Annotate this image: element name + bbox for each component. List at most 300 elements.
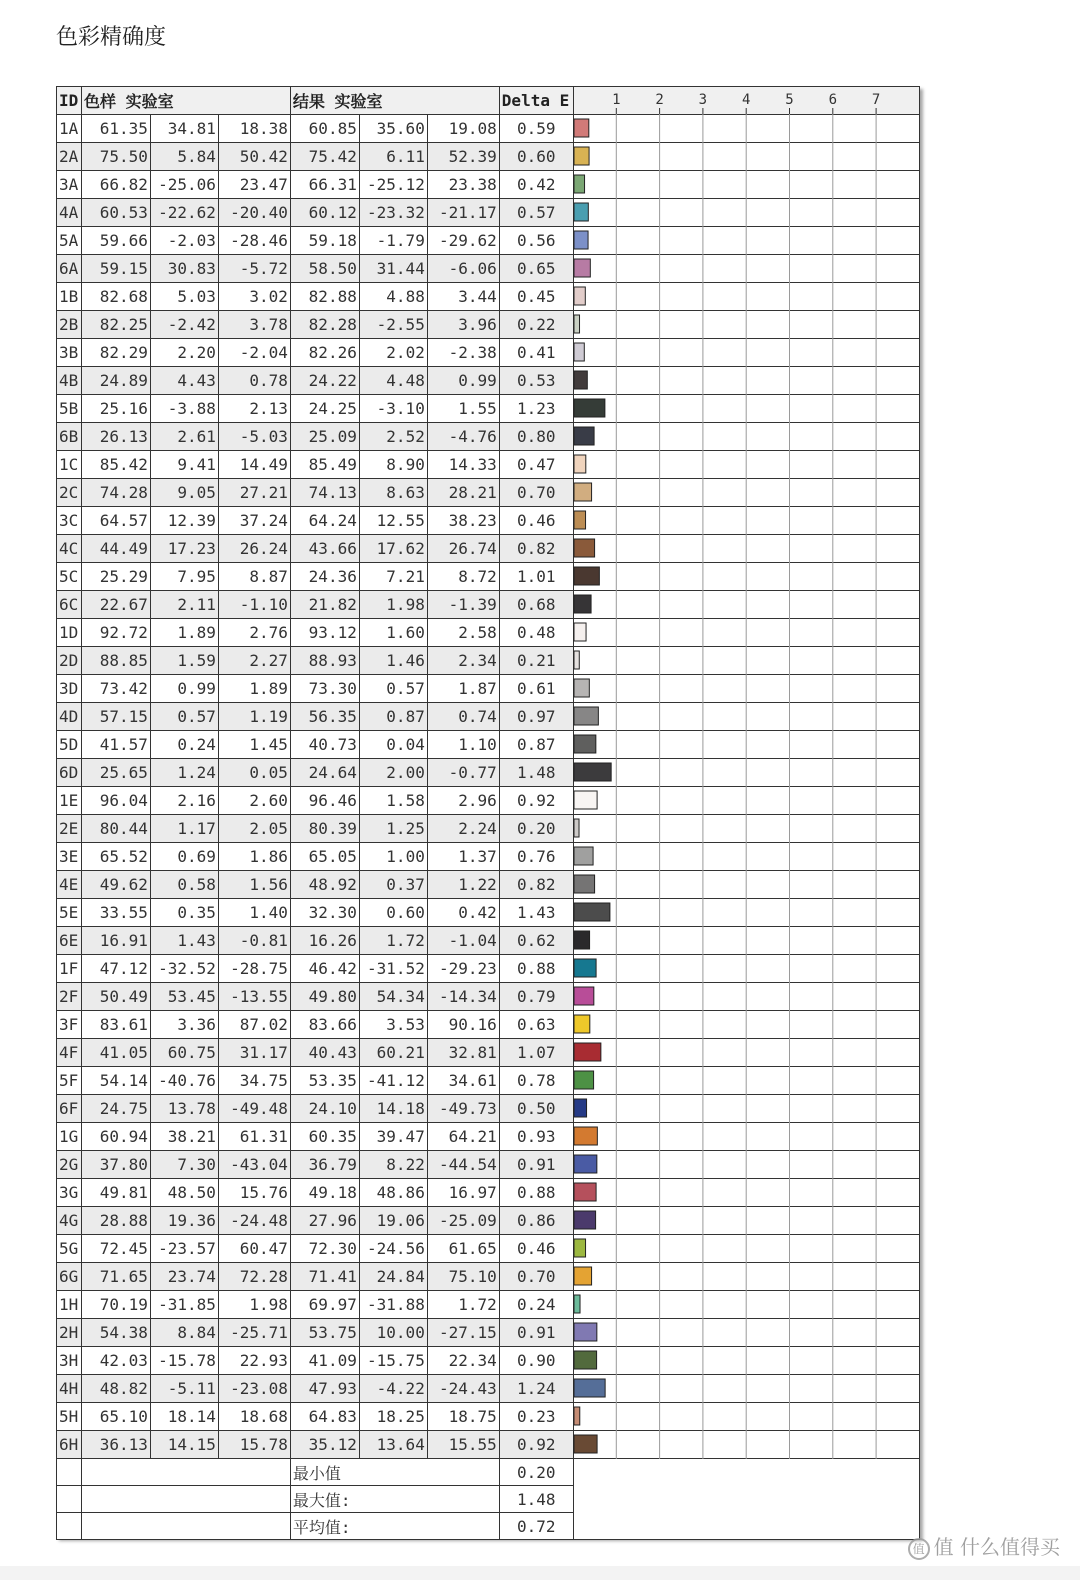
header-reference-lab: 色样 实验室 [81, 87, 290, 115]
reference-lab-value: 1.89 [218, 675, 290, 703]
reference-lab-value: 33.55 [81, 899, 150, 927]
row-id: 3B [57, 339, 82, 367]
reference-lab-value: 59.15 [81, 255, 150, 283]
reference-lab-value: 3.02 [218, 283, 290, 311]
result-lab-value: 26.74 [427, 535, 499, 563]
summary-empty [81, 1459, 290, 1486]
result-lab-value: 1.25 [359, 815, 427, 843]
reference-lab-value: 1.17 [150, 815, 218, 843]
delta-e-bar [574, 679, 589, 697]
result-lab-value: 0.87 [359, 703, 427, 731]
delta-e-bar [574, 147, 589, 165]
result-lab-value: 64.24 [290, 507, 359, 535]
reference-lab-value: 24.89 [81, 367, 150, 395]
result-lab-value: 12.55 [359, 507, 427, 535]
summary-value: 0.72 [499, 1513, 573, 1540]
delta-e-bar [574, 511, 586, 529]
reference-lab-value: 30.83 [150, 255, 218, 283]
result-lab-value: 27.96 [290, 1207, 359, 1235]
delta-e-bar [574, 1155, 597, 1173]
delta-e-bar [574, 1127, 597, 1145]
delta-e-bar [574, 455, 586, 473]
delta-e-bar [574, 427, 594, 445]
delta-e-value: 0.50 [499, 1095, 573, 1123]
result-lab-value: -3.10 [359, 395, 427, 423]
delta-e-value: 1.43 [499, 899, 573, 927]
result-lab-value: 54.34 [359, 983, 427, 1011]
reference-lab-value: 37.24 [218, 507, 290, 535]
result-lab-value: 16.97 [427, 1179, 499, 1207]
reference-lab-value: 8.84 [150, 1319, 218, 1347]
result-lab-value: -31.88 [359, 1291, 427, 1319]
row-id: 1B [57, 283, 82, 311]
delta-e-value: 0.92 [499, 1431, 573, 1459]
delta-e-value: 0.68 [499, 591, 573, 619]
result-lab-value: 1.46 [359, 647, 427, 675]
reference-lab-value: 28.88 [81, 1207, 150, 1235]
row-id: 2E [57, 815, 82, 843]
delta-e-bar [574, 1295, 580, 1313]
reference-lab-value: -43.04 [218, 1151, 290, 1179]
result-lab-value: 43.66 [290, 535, 359, 563]
result-lab-value: -23.32 [359, 199, 427, 227]
reference-lab-value: 0.69 [150, 843, 218, 871]
delta-e-bar [574, 847, 593, 865]
reference-lab-value: 17.23 [150, 535, 218, 563]
summary-empty-id [57, 1486, 82, 1513]
row-id: 2H [57, 1319, 82, 1347]
result-lab-value: 61.65 [427, 1235, 499, 1263]
reference-lab-value: 50.49 [81, 983, 150, 1011]
delta-e-value: 0.78 [499, 1067, 573, 1095]
delta-e-bar [574, 259, 590, 277]
result-lab-value: 1.98 [359, 591, 427, 619]
reference-lab-value: -31.85 [150, 1291, 218, 1319]
result-lab-value: 39.47 [359, 1123, 427, 1151]
row-id: 5H [57, 1403, 82, 1431]
reference-lab-value: 0.57 [150, 703, 218, 731]
delta-e-value: 0.70 [499, 479, 573, 507]
delta-e-value: 0.60 [499, 143, 573, 171]
row-id: 2F [57, 983, 82, 1011]
delta-e-value: 1.07 [499, 1039, 573, 1067]
reference-lab-value: 71.65 [81, 1263, 150, 1291]
result-lab-value: -41.12 [359, 1067, 427, 1095]
result-lab-value: 96.46 [290, 787, 359, 815]
reference-lab-value: 0.24 [150, 731, 218, 759]
reference-lab-value: 1.45 [218, 731, 290, 759]
reference-lab-value: 2.27 [218, 647, 290, 675]
result-lab-value: -2.38 [427, 339, 499, 367]
reference-lab-value: 61.35 [81, 115, 150, 143]
reference-lab-value: 66.82 [81, 171, 150, 199]
reference-lab-value: -5.03 [218, 423, 290, 451]
reference-lab-value: 4.43 [150, 367, 218, 395]
delta-e-bar [574, 819, 579, 837]
reference-lab-value: 72.28 [218, 1263, 290, 1291]
delta-e-bar [574, 1239, 586, 1257]
delta-e-bar [574, 1015, 590, 1033]
delta-e-value: 0.48 [499, 619, 573, 647]
reference-lab-value: -13.55 [218, 983, 290, 1011]
result-lab-value: 2.34 [427, 647, 499, 675]
result-lab-value: 24.64 [290, 759, 359, 787]
result-lab-value: 35.12 [290, 1431, 359, 1459]
reference-lab-value: -49.48 [218, 1095, 290, 1123]
reference-lab-value: 1.24 [150, 759, 218, 787]
result-lab-value: 3.44 [427, 283, 499, 311]
result-lab-value: 48.86 [359, 1179, 427, 1207]
delta-e-bar-chart [573, 86, 920, 1538]
result-lab-value: -4.22 [359, 1375, 427, 1403]
result-lab-value: 24.10 [290, 1095, 359, 1123]
result-lab-value: 18.75 [427, 1403, 499, 1431]
result-lab-value: 2.96 [427, 787, 499, 815]
delta-e-value: 0.42 [499, 171, 573, 199]
delta-e-bar [574, 931, 590, 949]
reference-lab-value: 1.43 [150, 927, 218, 955]
reference-lab-value: 0.99 [150, 675, 218, 703]
row-id: 2B [57, 311, 82, 339]
result-lab-value: -44.54 [427, 1151, 499, 1179]
reference-lab-value: 60.75 [150, 1039, 218, 1067]
reference-lab-value: 53.45 [150, 983, 218, 1011]
watermark-text: 值 什么值得买 [933, 1535, 1060, 1559]
result-lab-value: 48.92 [290, 871, 359, 899]
result-lab-value: 1.60 [359, 619, 427, 647]
result-lab-value: -25.12 [359, 171, 427, 199]
result-lab-value: -25.09 [427, 1207, 499, 1235]
row-id: 4F [57, 1039, 82, 1067]
reference-lab-value: 12.39 [150, 507, 218, 535]
reference-lab-value: -23.57 [150, 1235, 218, 1263]
row-id: 5A [57, 227, 82, 255]
reference-lab-value: 27.21 [218, 479, 290, 507]
result-lab-value: 1.72 [359, 927, 427, 955]
result-lab-value: 58.50 [290, 255, 359, 283]
delta-e-value: 0.46 [499, 1235, 573, 1263]
reference-lab-value: 1.98 [218, 1291, 290, 1319]
row-id: 3D [57, 675, 82, 703]
result-lab-value: 0.57 [359, 675, 427, 703]
result-lab-value: 85.49 [290, 451, 359, 479]
reference-lab-value: -1.10 [218, 591, 290, 619]
reference-lab-value: 22.67 [81, 591, 150, 619]
delta-e-value: 0.24 [499, 1291, 573, 1319]
result-lab-value: 47.93 [290, 1375, 359, 1403]
result-lab-value: -49.73 [427, 1095, 499, 1123]
summary-empty-id [57, 1459, 82, 1486]
delta-e-value: 0.90 [499, 1347, 573, 1375]
result-lab-value: 2.52 [359, 423, 427, 451]
row-id: 3E [57, 843, 82, 871]
reference-lab-value: -2.04 [218, 339, 290, 367]
row-id: 4H [57, 1375, 82, 1403]
result-lab-value: 31.44 [359, 255, 427, 283]
delta-e-value: 0.53 [499, 367, 573, 395]
row-id: 6B [57, 423, 82, 451]
reference-lab-value: 50.42 [218, 143, 290, 171]
reference-lab-value: 70.19 [81, 1291, 150, 1319]
row-id: 2G [57, 1151, 82, 1179]
result-lab-value: 23.38 [427, 171, 499, 199]
reference-lab-value: 0.05 [218, 759, 290, 787]
row-id: 5B [57, 395, 82, 423]
result-lab-value: 49.18 [290, 1179, 359, 1207]
delta-e-value: 0.82 [499, 535, 573, 563]
delta-e-value: 0.88 [499, 1179, 573, 1207]
result-lab-value: -27.15 [427, 1319, 499, 1347]
row-id: 5E [57, 899, 82, 927]
delta-e-bar [574, 567, 599, 585]
summary-label: 最小值 [290, 1459, 499, 1486]
result-lab-value: 1.55 [427, 395, 499, 423]
reference-lab-value: 83.61 [81, 1011, 150, 1039]
delta-e-value: 1.01 [499, 563, 573, 591]
result-lab-value: 75.10 [427, 1263, 499, 1291]
result-lab-value: 14.33 [427, 451, 499, 479]
result-lab-value: 22.34 [427, 1347, 499, 1375]
reference-lab-value: 14.49 [218, 451, 290, 479]
reference-lab-value: 25.16 [81, 395, 150, 423]
row-id: 1C [57, 451, 82, 479]
reference-lab-value: -28.75 [218, 955, 290, 983]
reference-lab-value: 75.50 [81, 143, 150, 171]
reference-lab-value: 1.89 [150, 619, 218, 647]
reference-lab-value: 14.15 [150, 1431, 218, 1459]
x-tick-label: 4 [741, 92, 751, 108]
delta-e-bar [574, 315, 580, 333]
delta-e-bar [574, 539, 595, 557]
result-lab-value: 19.06 [359, 1207, 427, 1235]
x-tick-label: 1 [612, 92, 621, 108]
reference-lab-value: 3.78 [218, 311, 290, 339]
row-id: 6H [57, 1431, 82, 1459]
reference-lab-value: 60.94 [81, 1123, 150, 1151]
delta-e-bar [574, 763, 611, 781]
result-lab-value: 4.88 [359, 283, 427, 311]
result-lab-value: 1.58 [359, 787, 427, 815]
reference-lab-value: 13.78 [150, 1095, 218, 1123]
watermark [908, 1531, 1060, 1560]
result-lab-value: -1.79 [359, 227, 427, 255]
delta-e-value: 0.57 [499, 199, 573, 227]
reference-lab-value: 1.19 [218, 703, 290, 731]
reference-lab-value: 41.57 [81, 731, 150, 759]
reference-lab-value: 0.35 [150, 899, 218, 927]
result-lab-value: 65.05 [290, 843, 359, 871]
reference-lab-value: -24.48 [218, 1207, 290, 1235]
delta-e-bar [574, 287, 585, 305]
result-lab-value: -31.52 [359, 955, 427, 983]
reference-lab-value: 37.80 [81, 1151, 150, 1179]
delta-e-bar [574, 1043, 601, 1061]
delta-e-bar [574, 623, 586, 641]
result-lab-value: 36.79 [290, 1151, 359, 1179]
row-id: 6E [57, 927, 82, 955]
delta-e-bar [574, 1323, 597, 1341]
header-result-lab: 结果 实验室 [290, 87, 499, 115]
delta-e-bar [574, 903, 610, 921]
row-id: 4E [57, 871, 82, 899]
result-lab-value: -29.23 [427, 955, 499, 983]
result-lab-value: -29.62 [427, 227, 499, 255]
reference-lab-value: 2.61 [150, 423, 218, 451]
result-lab-value: 1.10 [427, 731, 499, 759]
result-lab-value: -24.56 [359, 1235, 427, 1263]
result-lab-value: 40.43 [290, 1039, 359, 1067]
reference-lab-value: -2.42 [150, 311, 218, 339]
result-lab-value: 19.08 [427, 115, 499, 143]
watermark-logo-icon: 值 [908, 1538, 930, 1560]
result-lab-value: 93.12 [290, 619, 359, 647]
result-lab-value: 64.83 [290, 1403, 359, 1431]
reference-lab-value: 31.17 [218, 1039, 290, 1067]
summary-empty-id [57, 1513, 82, 1540]
result-lab-value: 0.42 [427, 899, 499, 927]
delta-e-bar [574, 343, 584, 361]
reference-lab-value: 73.42 [81, 675, 150, 703]
delta-e-value: 0.47 [499, 451, 573, 479]
reference-lab-value: 96.04 [81, 787, 150, 815]
delta-e-value: 0.45 [499, 283, 573, 311]
delta-e-value: 0.91 [499, 1319, 573, 1347]
reference-lab-value: 8.87 [218, 563, 290, 591]
delta-e-bar [574, 735, 596, 753]
delta-e-bar [574, 987, 594, 1005]
result-lab-value: -24.43 [427, 1375, 499, 1403]
result-lab-value: 34.61 [427, 1067, 499, 1095]
result-lab-value: 21.82 [290, 591, 359, 619]
reference-lab-value: 7.30 [150, 1151, 218, 1179]
result-lab-value: 1.00 [359, 843, 427, 871]
delta-e-bar [574, 1267, 592, 1285]
result-lab-value: 46.42 [290, 955, 359, 983]
reference-lab-value: 19.36 [150, 1207, 218, 1235]
delta-e-value: 0.82 [499, 871, 573, 899]
reference-lab-value: 38.21 [150, 1123, 218, 1151]
delta-e-bar [574, 875, 595, 893]
reference-lab-value: 82.68 [81, 283, 150, 311]
page-title: 色彩精确度 [56, 25, 167, 50]
delta-e-bar [574, 1407, 580, 1425]
row-id: 3F [57, 1011, 82, 1039]
reference-lab-value: 9.41 [150, 451, 218, 479]
reference-lab-value: -22.62 [150, 199, 218, 227]
reference-lab-value: 49.81 [81, 1179, 150, 1207]
reference-lab-value: 2.05 [218, 815, 290, 843]
summary-empty [81, 1513, 290, 1540]
reference-lab-value: 49.62 [81, 871, 150, 899]
result-lab-value: 0.04 [359, 731, 427, 759]
result-lab-value: 3.96 [427, 311, 499, 339]
reference-lab-value: -32.52 [150, 955, 218, 983]
reference-lab-value: 60.53 [81, 199, 150, 227]
result-lab-value: 0.99 [427, 367, 499, 395]
row-id: 1A [57, 115, 82, 143]
delta-e-bar [574, 1351, 597, 1369]
result-lab-value: -2.55 [359, 311, 427, 339]
delta-e-bar [574, 791, 597, 809]
result-lab-value: -4.76 [427, 423, 499, 451]
delta-e-bar [574, 651, 579, 669]
reference-lab-value: 87.02 [218, 1011, 290, 1039]
row-id: 4B [57, 367, 82, 395]
delta-e-bar [574, 175, 585, 193]
delta-e-bar [574, 959, 596, 977]
reference-lab-value: 47.12 [81, 955, 150, 983]
result-lab-value: 13.64 [359, 1431, 427, 1459]
reference-lab-value: 18.38 [218, 115, 290, 143]
delta-e-bar [574, 371, 587, 389]
result-lab-value: 83.66 [290, 1011, 359, 1039]
result-lab-value: 2.24 [427, 815, 499, 843]
reference-lab-value: -28.46 [218, 227, 290, 255]
result-lab-value: 1.22 [427, 871, 499, 899]
reference-lab-value: 24.75 [81, 1095, 150, 1123]
result-lab-value: -1.04 [427, 927, 499, 955]
reference-lab-value: 1.56 [218, 871, 290, 899]
reference-lab-value: 41.05 [81, 1039, 150, 1067]
row-id: 5G [57, 1235, 82, 1263]
result-lab-value: 24.25 [290, 395, 359, 423]
reference-lab-value: 72.45 [81, 1235, 150, 1263]
result-lab-value: 8.22 [359, 1151, 427, 1179]
reference-lab-value: -25.71 [218, 1319, 290, 1347]
result-lab-value: 66.31 [290, 171, 359, 199]
row-id: 6C [57, 591, 82, 619]
delta-e-value: 0.41 [499, 339, 573, 367]
reference-lab-value: 3.36 [150, 1011, 218, 1039]
reference-lab-value: 57.15 [81, 703, 150, 731]
reference-lab-value: 82.29 [81, 339, 150, 367]
result-lab-value: 40.73 [290, 731, 359, 759]
delta-e-bar [574, 1183, 596, 1201]
reference-lab-value: 23.74 [150, 1263, 218, 1291]
result-lab-value: 72.30 [290, 1235, 359, 1263]
delta-e-bar [574, 203, 588, 221]
delta-e-value: 0.80 [499, 423, 573, 451]
reference-lab-value: -5.72 [218, 255, 290, 283]
result-lab-value: 28.21 [427, 479, 499, 507]
result-lab-value: 41.09 [290, 1347, 359, 1375]
result-lab-value: 1.72 [427, 1291, 499, 1319]
x-tick-label: 7 [871, 92, 881, 108]
delta-e-value: 0.62 [499, 927, 573, 955]
result-lab-value: 6.11 [359, 143, 427, 171]
row-id: 4C [57, 535, 82, 563]
reference-lab-value: 18.68 [218, 1403, 290, 1431]
result-lab-value: 49.80 [290, 983, 359, 1011]
delta-e-value: 0.23 [499, 1403, 573, 1431]
reference-lab-value: -25.06 [150, 171, 218, 199]
row-id: 2C [57, 479, 82, 507]
delta-e-value: 0.21 [499, 647, 573, 675]
row-id: 3A [57, 171, 82, 199]
result-lab-value: 88.93 [290, 647, 359, 675]
reference-lab-value: -2.03 [150, 227, 218, 255]
x-tick-label: 6 [828, 92, 838, 108]
row-id: 1F [57, 955, 82, 983]
result-lab-value: 75.42 [290, 143, 359, 171]
reference-lab-value: 65.52 [81, 843, 150, 871]
delta-e-bar [574, 1099, 587, 1117]
reference-lab-value: 15.78 [218, 1431, 290, 1459]
delta-e-value: 0.76 [499, 843, 573, 871]
result-lab-value: 56.35 [290, 703, 359, 731]
header-delta-e: Delta E [499, 87, 573, 115]
result-lab-value: 60.21 [359, 1039, 427, 1067]
